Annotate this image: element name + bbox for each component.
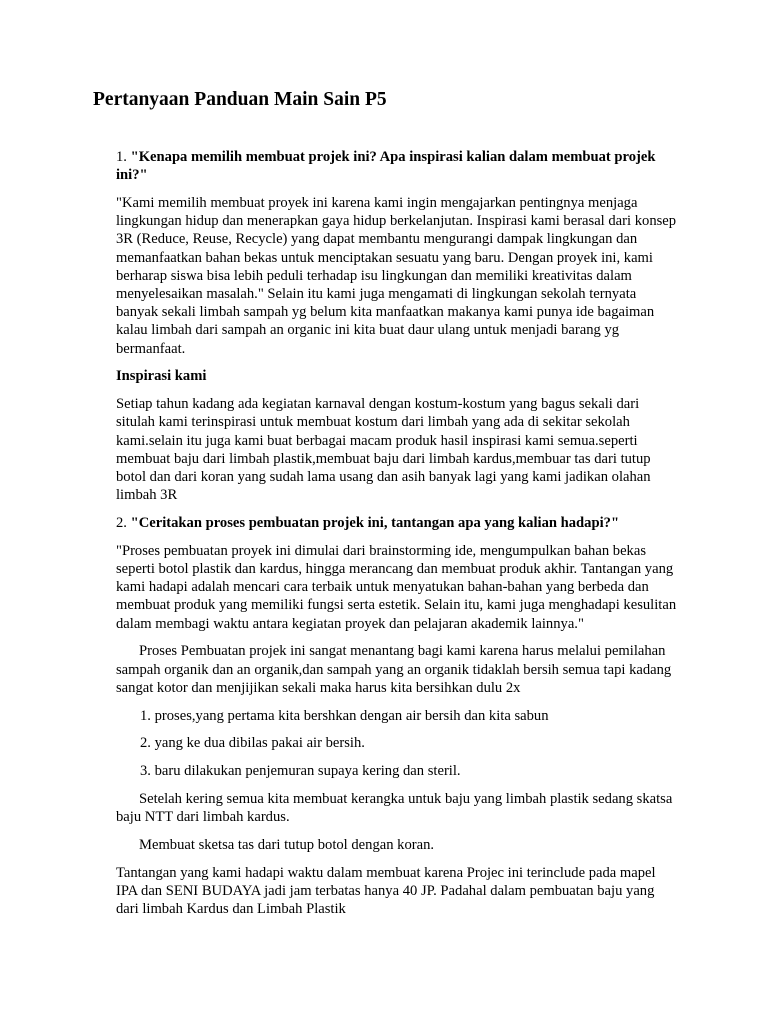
challenge-paragraph: Tantangan yang kami hadapi waktu dalam membuat karena Projec ini terinclude pada mapel IPA dan SENI BUDAYA jadi jam terbatas hanya 40 JP. Padahal dalam pembuatan baju yang dari limbah Kardus dan Limbah Plastik xyxy=(116,864,656,918)
question-2-answer: "Proses pembuatan proyek ini dimulai dari brainstorming ide, mengumpulkan bahan bekas seperti botol plastik dan kardus, hingga merancang dan membuat produk akhir. Tantangan yang kami hadapi adalah mencari cara terbaik untuk menyatukan bahan-bahan yang berbeda dan membuat produk yang memiliki fungsi serta estetik. Selain itu, kami juga menghadapi kesulitan dalam membagi waktu antara kegiatan proyek dan pelajaran akademik lainnya." xyxy=(116,542,677,632)
process-paragraph: Proses Pembuatan projek ini sangat menantang bagi kami karena harus melalui pemilahan sampah organik dan an organik,dan sampah yang an organik tidaklah bersih semua tapi kadang sangat kotor dan menjijikan sekali maka harus kita bersihkan dulu 2x xyxy=(116,643,672,696)
inspiration-heading: Inspirasi kami xyxy=(116,368,207,385)
after-dry-paragraph: Setelah kering semua kita membuat kerangka untuk baju yang limbah plastik sedang skatsa baju NTT dari limbah kardus. xyxy=(116,791,673,826)
question-1 xyxy=(116,148,678,184)
question-2-text: "Ceritakan proses pembuatan projek ini, tantangan apa yang kalian hadapi?" xyxy=(130,515,620,532)
document-body xyxy=(116,148,678,928)
list-item: 3. baru dilakukan penjemuran supaya kering dan steril. xyxy=(140,763,461,780)
inspiration-paragraph: Setiap tahun kadang ada kegiatan karnaval dengan kostum-kostum yang bagus sekali dari situlah kami terinspirasi untuk membuat kostum dari limbah yang ada di sekitar sekolah kami.selain itu juga kami buat berbagai macam produk hasil inspirasi kami semua.seperti membuat baju dari limbah plastik,membuat baju dari limbah kardus,membuar tas dari tutup botol dan dari koran yang sudah lama usang dan asih banyak lagi yang kami jadikan olahan limbah 3R xyxy=(116,396,651,504)
sketch-paragraph: Membuat sketsa tas dari tutup botol dengan koran. xyxy=(139,837,435,854)
question-1-answer: "Kami memilih membuat proyek ini karena kami ingin mengajarkan pentingnya menjaga lingkungan hidup dan menerapkan gaya hidup berkelanjutan. Inspirasi kami berasal dari konsep 3R (Reduce, Reuse, Recycle) yang dapat membantu mengurangi dampak lingkungan dan memanfaatkan bahan bekas untuk menciptakan sesuatu yang baru. Dengan proyek ini, kami berharap siswa bisa lebih peduli terhadap isu lingkungan dan memiliki kreativitas dalam menyelesaikan masalah." Selain itu kami juga mengamati di lingkungan sekolah ternyata banyak sekali limbah sampah yg belum kita manfaatkan makanya kami punya ide bagaiman kalau limbah dari sampah an organic ini kita buat daur ulang untuk menjadi barang yg bermanfaat. xyxy=(116,195,677,357)
list-item: 1. proses,yang pertama kita bershkan dengan air bersih dan kita sabun xyxy=(140,707,549,724)
list-item: 2. yang ke dua dibilas pakai air bersih. xyxy=(140,735,365,752)
question-1-text: "Kenapa memilih membuat projek ini? Apa inspirasi kalian dalam membuat projek ini?" xyxy=(116,149,656,184)
question-2 xyxy=(116,514,678,532)
page-title: Pertanyaan Panduan Main Sain P5 xyxy=(93,89,387,110)
question-2-number: 2. xyxy=(116,515,131,532)
question-1-number: 1. xyxy=(116,149,131,165)
